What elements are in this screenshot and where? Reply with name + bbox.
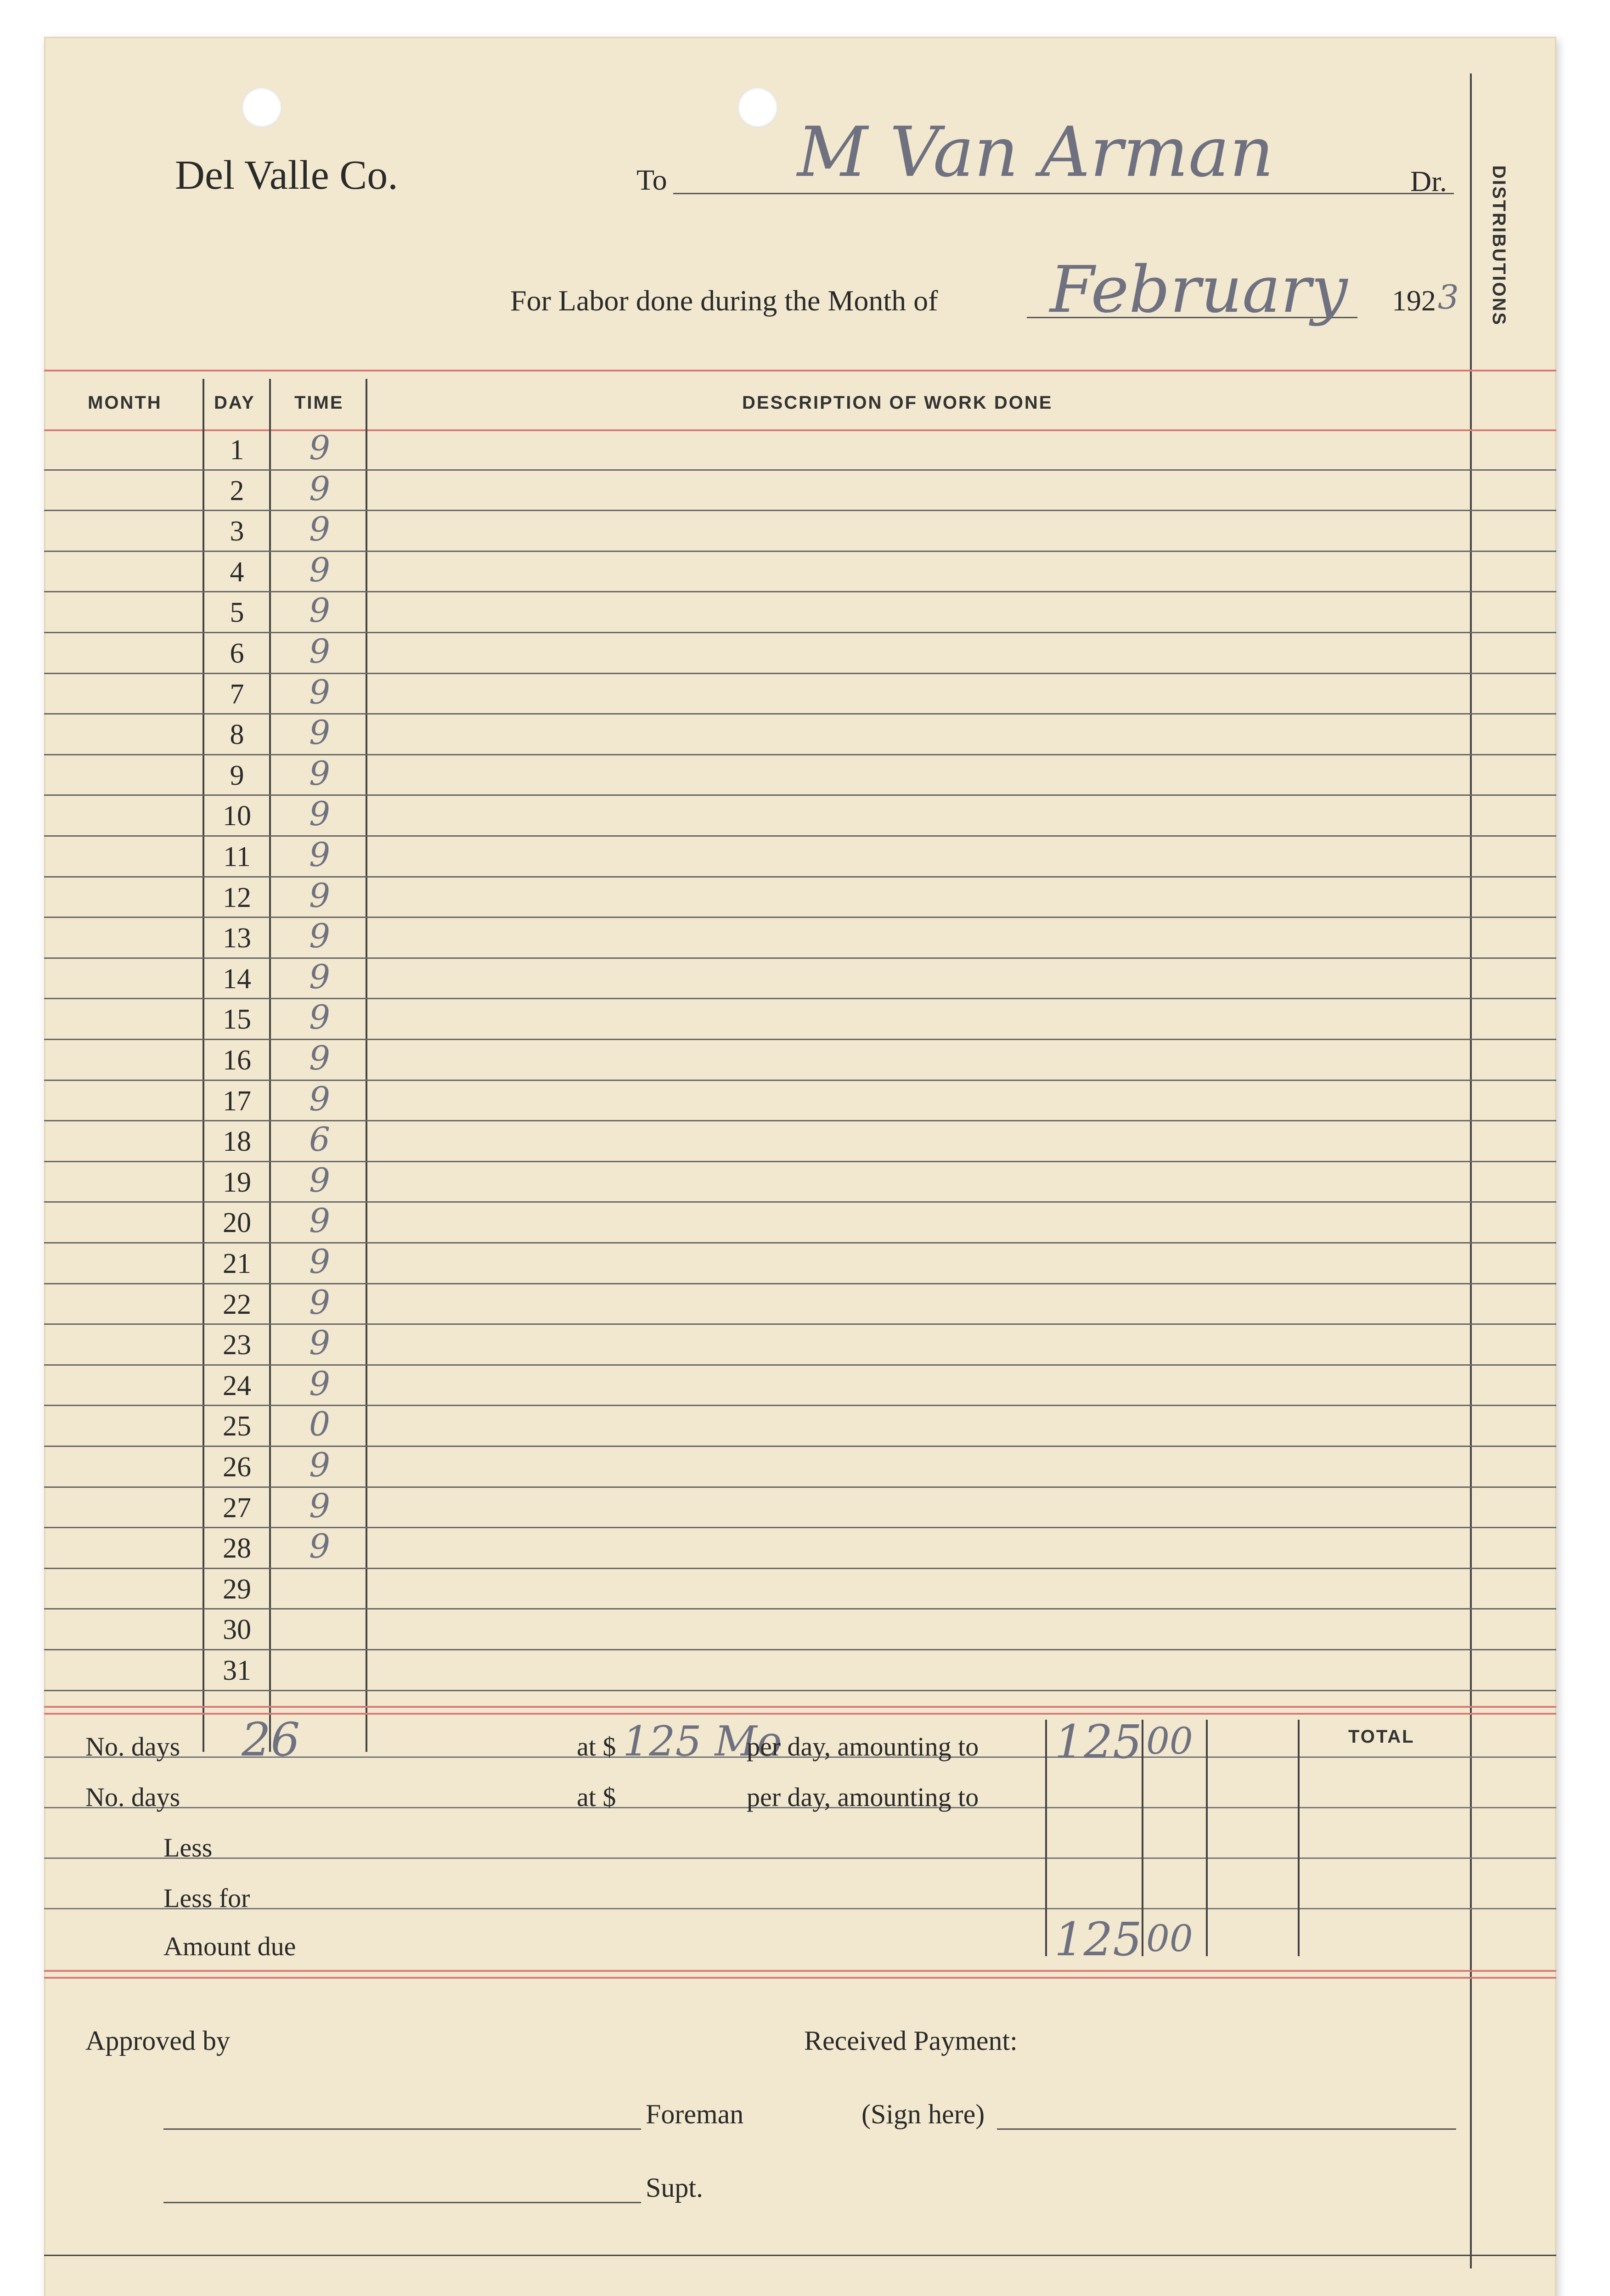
company-name: Del Valle Co. (175, 152, 398, 198)
table-row (44, 1486, 1556, 1488)
table-row (44, 1364, 1556, 1366)
row-time: 9 (309, 1283, 330, 1322)
table-row (44, 794, 1556, 796)
at-label-2: at $ (577, 1782, 616, 1812)
table-row (44, 551, 1556, 552)
table-row (44, 1568, 1556, 1569)
row-time: 9 (309, 550, 330, 589)
table-row (44, 1242, 1556, 1244)
row-day: 18 (223, 1126, 251, 1158)
row-day: 21 (223, 1248, 251, 1279)
table-row (44, 1201, 1556, 1203)
foreman-label: Foreman (646, 2099, 744, 2129)
no-days-label-1: No. days (85, 1732, 180, 1761)
table-row (44, 1120, 1556, 1121)
row-time: 9 (309, 835, 330, 874)
row-day: 17 (223, 1085, 251, 1117)
payee-line (673, 193, 1454, 194)
row-time: 9 (309, 1242, 330, 1281)
row-day: 28 (223, 1533, 251, 1564)
row-day: 4 (230, 556, 244, 588)
row-day: 27 (223, 1492, 251, 1524)
row-day: 19 (223, 1166, 251, 1198)
row-time: 9 (309, 713, 330, 752)
row-day: 8 (230, 719, 244, 751)
row-day: 23 (223, 1329, 251, 1361)
amount-col-right (1206, 1720, 1208, 1956)
less-for-label: Less for (163, 1883, 250, 1913)
row-day: 11 (223, 841, 251, 872)
table-row (44, 1323, 1556, 1325)
table-row (44, 1039, 1556, 1040)
footer-red-line-top (44, 1970, 1556, 1972)
row-day: 10 (223, 800, 251, 832)
row-day: 25 (223, 1411, 251, 1442)
row-time: 0 (309, 1405, 330, 1444)
table-row (44, 754, 1556, 755)
row-day: 26 (223, 1452, 251, 1483)
table-row (44, 591, 1556, 592)
sign-here-label: (Sign here) (861, 2099, 985, 2129)
row-day: 2 (230, 475, 244, 506)
row-day: 20 (223, 1207, 251, 1239)
row-day: 13 (223, 923, 251, 954)
table-row (44, 957, 1556, 959)
no-days-value: 26 (242, 1713, 300, 1767)
row-time: 9 (309, 510, 330, 549)
row-time: 9 (309, 1201, 330, 1240)
row-time: 9 (309, 998, 330, 1037)
table-row (44, 1405, 1556, 1406)
row-day: 30 (223, 1614, 251, 1646)
timesheet-paper (44, 37, 1556, 2296)
header-red-line-top (44, 370, 1556, 371)
row-time: 9 (309, 754, 330, 793)
to-label: To (636, 163, 667, 196)
row-time: 9 (309, 794, 330, 833)
dr-label: Dr. (1410, 165, 1447, 197)
distributions-label: DISTRIBUTIONS (1489, 165, 1509, 326)
table-row (44, 632, 1556, 633)
amount-col-left (1045, 1720, 1047, 1956)
table-row (44, 917, 1556, 918)
received-payment-label: Received Payment: (804, 2026, 1018, 2056)
table-row (44, 1608, 1556, 1609)
row-time: 9 (309, 1160, 330, 1199)
year-prefix: 192 (1392, 284, 1436, 317)
column-header-day: DAY (214, 393, 255, 413)
column-divider-time-description (366, 379, 367, 1752)
row-day: 5 (230, 597, 244, 629)
payment-signature-line (997, 2128, 1456, 2130)
row-time: 9 (309, 1079, 330, 1118)
distributions-divider (1470, 73, 1472, 2268)
row-time: 9 (309, 1039, 330, 1077)
row-time: 9 (309, 876, 330, 915)
labor-label: For Labor done during the Month of (510, 284, 938, 317)
table-row (44, 1080, 1556, 1081)
summary-line-4 (44, 1908, 1556, 1909)
row-day: 1 (230, 434, 244, 466)
table-row (44, 1527, 1556, 1528)
row-day: 7 (230, 678, 244, 710)
amount-due-dollars: 125 (1054, 1913, 1142, 1966)
supt-label: Supt. (646, 2172, 704, 2203)
table-row (44, 1649, 1556, 1650)
row-time: 9 (309, 1527, 330, 1566)
row-day: 3 (230, 516, 244, 547)
row-time: 6 (309, 1120, 330, 1159)
row-time: 9 (309, 1486, 330, 1525)
punch-hole-right (737, 87, 778, 128)
row-time: 9 (309, 672, 330, 711)
less-label: Less (163, 1833, 213, 1863)
total-label: TOTAL (1348, 1727, 1415, 1747)
row-time: 9 (309, 957, 330, 996)
foreman-signature-line (163, 2128, 641, 2130)
column-header-description: DESCRIPTION OF WORK DONE (742, 393, 1053, 413)
table-row (44, 713, 1556, 715)
table-row (44, 998, 1556, 999)
amount-due-cents: 00 (1146, 1917, 1193, 1960)
punch-hole-left (242, 87, 282, 128)
row-time: 9 (309, 591, 330, 630)
table-row (44, 835, 1556, 837)
table-row (44, 876, 1556, 878)
row-day: 24 (223, 1370, 251, 1401)
row-time: 9 (309, 917, 330, 956)
summary-line-3 (44, 1857, 1556, 1859)
footer-bottom-line (44, 2255, 1556, 2256)
at-label-1: at $ (577, 1732, 616, 1761)
amount-1-dollars: 125 (1054, 1715, 1142, 1769)
row-time: 9 (309, 632, 330, 670)
row-day: 16 (223, 1045, 251, 1076)
table-row (44, 1690, 1556, 1691)
column-header-time: TIME (294, 393, 344, 413)
row-time: 9 (309, 1446, 330, 1484)
row-time: 9 (309, 1323, 330, 1362)
labor-month: February (1050, 253, 1348, 327)
year-suffix: 3 (1438, 278, 1459, 316)
payee-name: M Van Arman (797, 113, 1274, 192)
row-day: 14 (223, 963, 251, 995)
amount-1-cents: 00 (1146, 1720, 1193, 1762)
row-day: 15 (223, 1004, 251, 1035)
row-time: 9 (309, 428, 330, 467)
row-day: 12 (223, 882, 251, 913)
table-row (44, 1446, 1556, 1447)
table-row (44, 469, 1556, 471)
row-day: 29 (223, 1573, 251, 1605)
summary-red-line-top (44, 1706, 1556, 1708)
table-row (44, 1161, 1556, 1162)
row-time: 9 (309, 469, 330, 508)
table-row (44, 510, 1556, 511)
rate-value: 125 Mo (623, 1717, 782, 1766)
amount-due-label: Amount due (163, 1931, 296, 1961)
row-time: 9 (309, 1364, 330, 1403)
table-row (44, 1283, 1556, 1284)
footer-red-line-bottom (44, 1977, 1556, 1979)
row-day: 9 (230, 760, 244, 791)
per-day-label-2: per day, amounting to (747, 1782, 979, 1812)
column-header-month: MONTH (88, 393, 162, 413)
row-day: 22 (223, 1289, 251, 1320)
table-row (44, 673, 1556, 674)
no-days-label-2: No. days (85, 1782, 180, 1812)
approved-by-label: Approved by (85, 2026, 230, 2056)
per-day-label-1: per day, amounting to (747, 1732, 979, 1761)
row-day: 6 (230, 638, 244, 669)
supt-signature-line (163, 2202, 641, 2203)
total-col-left (1298, 1720, 1300, 1956)
row-day: 31 (223, 1655, 251, 1686)
